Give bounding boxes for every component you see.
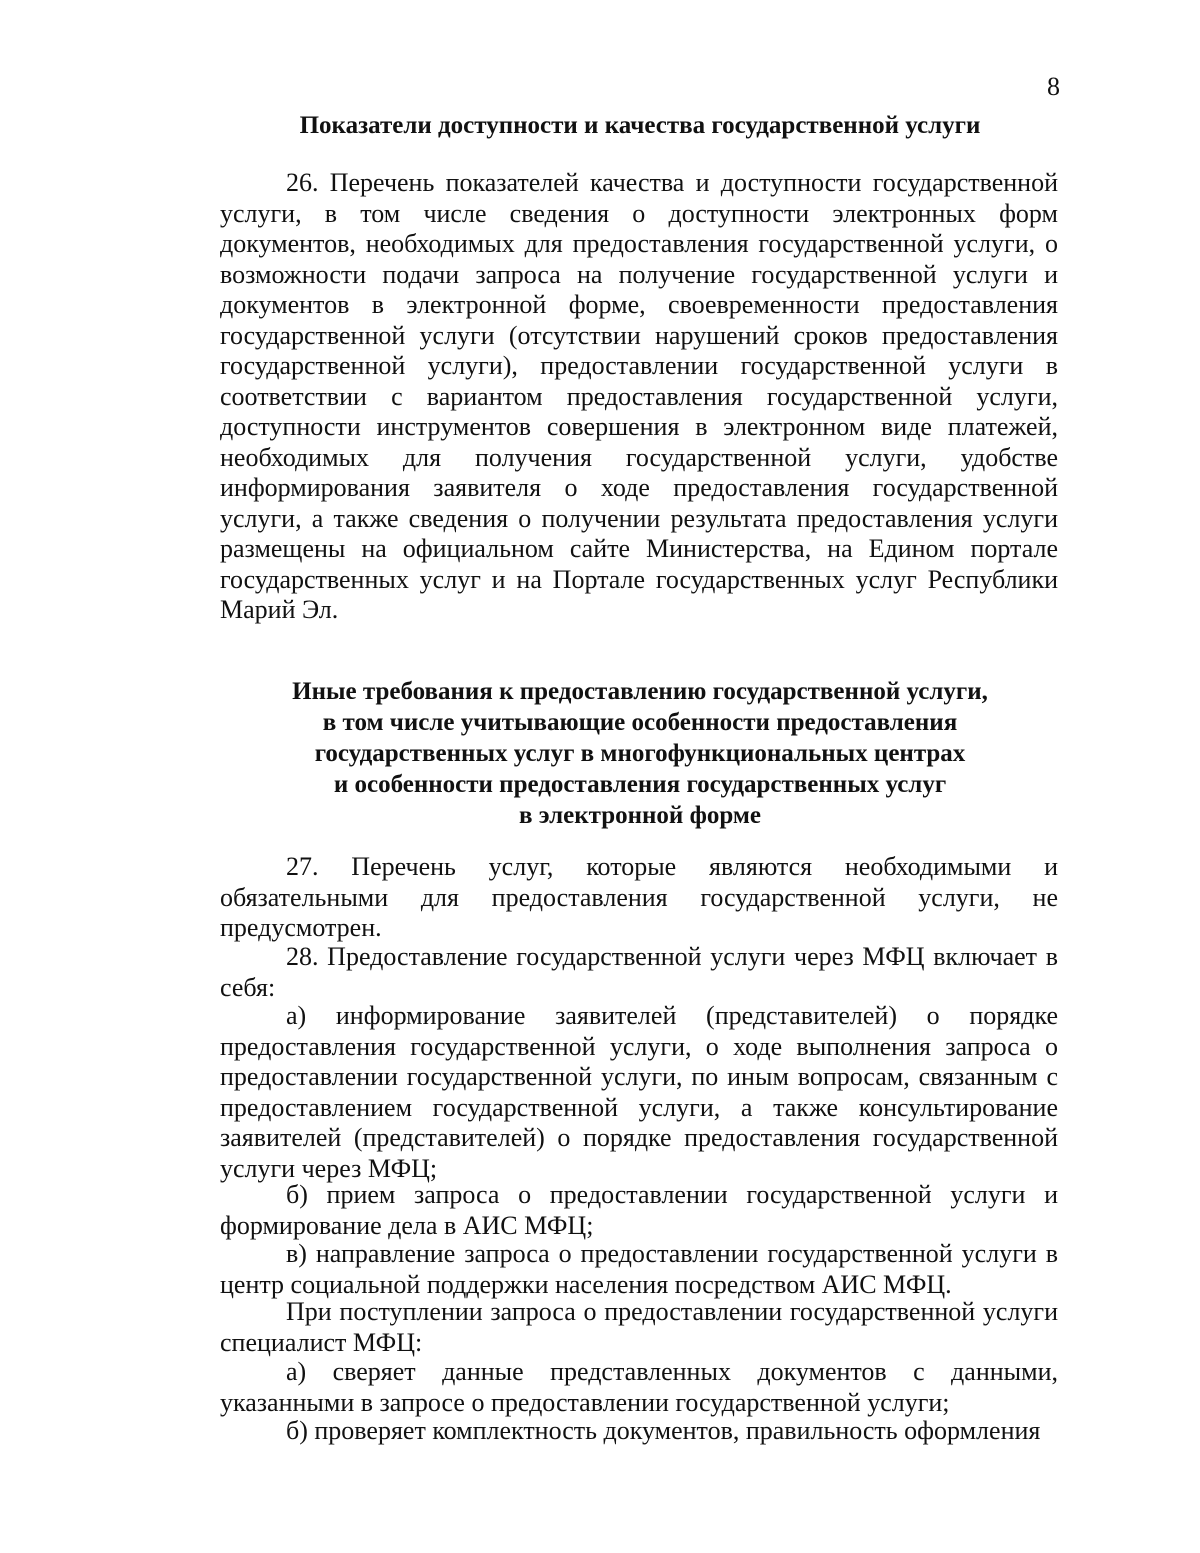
section-heading-other-requirements — [160, 676, 1120, 831]
check-item-a: а) сверяет данные представленных документов с данными, указанными в запросе о предоставлении государственной услуги; — [220, 1357, 1058, 1417]
heading-line-5: в электронной форме — [518, 802, 762, 829]
section-heading-quality: Показатели доступности и качества государственной услуги — [299, 112, 981, 139]
heading-line-3: государственных услуг в многофункциональных центрах — [314, 740, 966, 767]
paragraph-26: 26. Перечень показателей качества и доступности государственной услуги, в том числе сведения о доступности электронных форм документов, необходимых для предоставления государственной услуги, о возможности подачи запроса на получение государственной услуги и документов в электронной форме, своевременности предоставления государственной услуги (отсутствии нарушений сроков предоставления государственной услуги), предоставлении государственной услуги в соответствии с вариантом предоставления государственной услуги, доступности инструментов совершения в электронном виде платежей, необходимых для получения государственной услуги, удобстве информирования заявителя о ходе предоставления государственной услуги, а также сведения о получении результата предоставления услуги размещены на официальном сайте Министерства, на Едином портале государственных услуг и на Портале государственных услуг Республики Марий Эл. — [220, 168, 1058, 624]
list-item-a: а) информирование заявителей (представителей) о порядке предоставления государственной услуги, о ходе выполнения запроса о предоставлении государственной услуги, по иным вопросам, связанным с предоставлением государственной услуги, а также консультирование заявителей (представителей) о порядке предоставления государственной услуги через МФЦ; — [220, 1001, 1058, 1183]
list-item-v: в) направление запроса о предоставлении государственной услуги в центр социальной поддержки населения посредством АИС МФЦ. — [220, 1239, 1058, 1299]
page-number: 8 — [1047, 72, 1060, 101]
heading-line-1: Иные требования к предоставлению государственной услуги, — [292, 678, 988, 705]
paragraph-28: 28. Предоставление государственной услуги через МФЦ включает в себя: — [220, 942, 1058, 1002]
check-item-b: б) проверяет комплектность документов, правильность оформления — [286, 1416, 1041, 1445]
list-item-b: б) прием запроса о предоставлении государственной услуги и формирование дела в АИС МФЦ; — [220, 1180, 1058, 1240]
paragraph-27: 27. Перечень услуг, которые являются необходимыми и обязательными для предоставления государственной услуги, не предусмотрен. — [220, 852, 1058, 942]
heading-line-4: и особенности предоставления государственных услуг — [333, 771, 947, 798]
receipt-intro: При поступлении запроса о предоставлении государственной услуги специалист МФЦ: — [220, 1297, 1058, 1357]
heading-line-2: в том числе учитывающие особенности предоставления — [322, 709, 958, 736]
